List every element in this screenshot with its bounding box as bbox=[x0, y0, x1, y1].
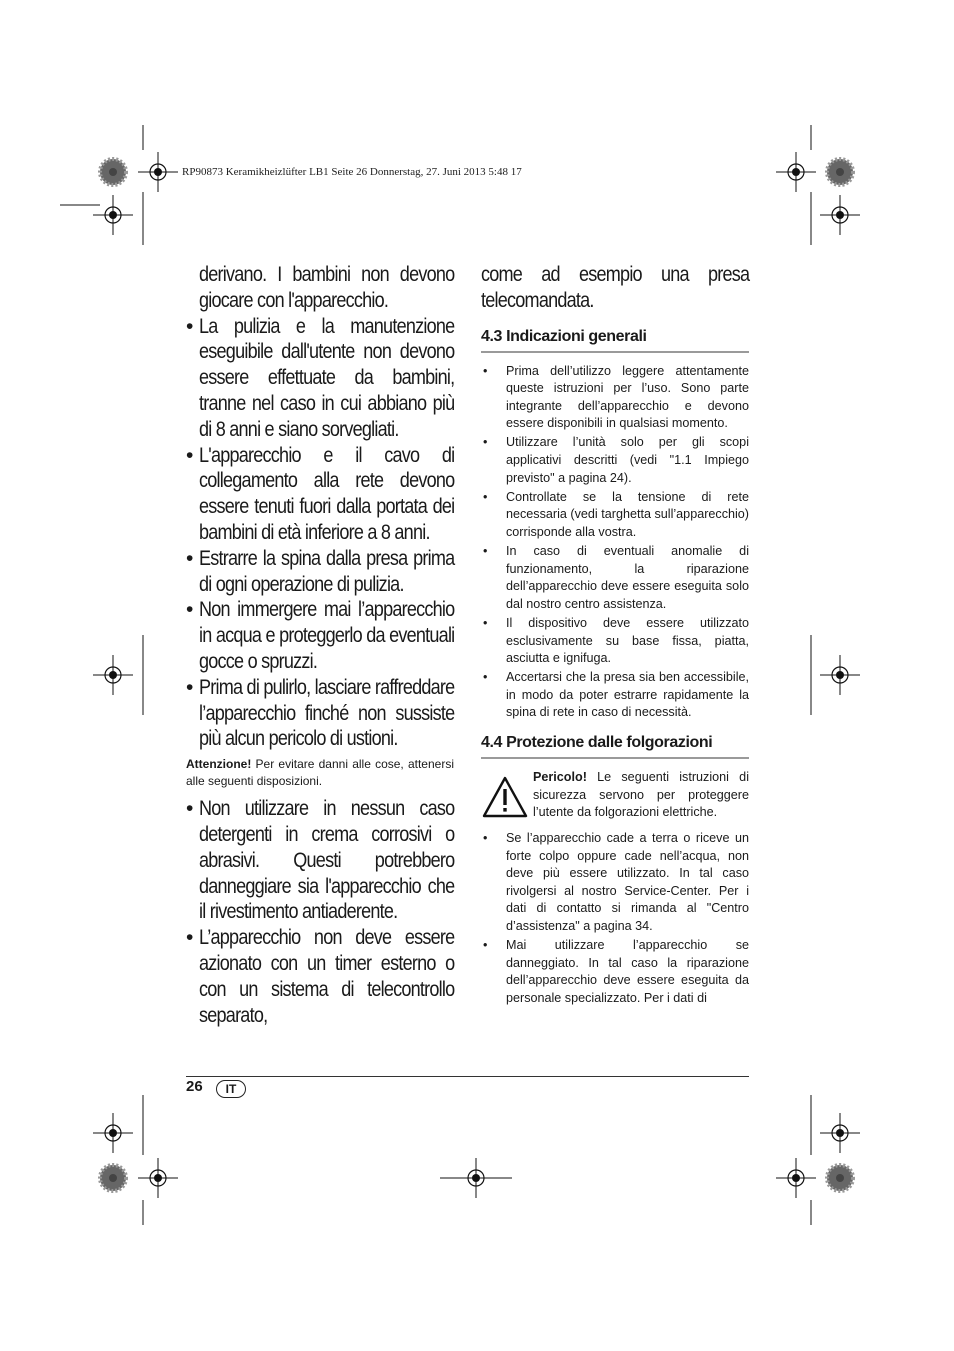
list-item: • Il dispositivo deve essere utilizzato esclusivamente su base fissa, piatta, asciutta e ignifuga. bbox=[483, 615, 749, 666]
footer-rule bbox=[186, 1076, 749, 1077]
section-4-4-title: 4.4 Protezione dalle folgorazioni bbox=[481, 734, 749, 759]
section-4-4-list bbox=[481, 830, 749, 1007]
list-item: • Non immergere mai l’apparecchio in acqua e proteggerlo da eventuali gocce o spruzzi. bbox=[186, 598, 455, 673]
section-4-3-title: 4.3 Indicazioni generali bbox=[481, 328, 749, 353]
left-column bbox=[186, 262, 454, 1028]
danger-text-block bbox=[533, 769, 749, 824]
registration-mark-icon bbox=[820, 195, 860, 235]
registration-mark-icon bbox=[820, 1113, 860, 1153]
registration-mark-icon bbox=[776, 1158, 816, 1198]
registration-mark-icon bbox=[820, 655, 860, 695]
language-badge: IT bbox=[216, 1080, 246, 1098]
color-wheel-icon bbox=[100, 1165, 126, 1191]
list-item: • Non utilizzare in nessun caso detergenti in crema corrosivi o abrasivi. Questi potrebbero danneggiare sia l'apparecchio che il rivestimento antiaderente. bbox=[186, 797, 455, 924]
danger-text: Le seguenti istruzioni di sicurezza servono per proteggere l’utente da folgorazioni elettriche. bbox=[533, 769, 749, 820]
attention-note bbox=[186, 756, 454, 790]
list-item: • L’apparecchio non deve essere azionato con un timer esterno o con un sistema di telecontrollo separato, bbox=[186, 926, 455, 1027]
warning-triangle-icon bbox=[481, 769, 533, 824]
registration-mark-icon bbox=[138, 1158, 178, 1198]
danger-note bbox=[481, 769, 749, 824]
registration-mark-icon bbox=[93, 655, 133, 695]
list-item: • Prima dell’utilizzo leggere attentamente queste istruzioni per l’uso. Sono parte integrante dell’apparecchio e devono essere disponibili in qualsiasi momento. bbox=[483, 363, 749, 431]
list-item: • In caso di eventuali anomalie di funzionamento, la riparazione dell’apparecchio deve essere eseguita solo dal nostro centro assistenza. bbox=[483, 544, 749, 611]
intro-continuation: derivano. I bambini non devono giocare con l'apparecchio. bbox=[199, 263, 455, 312]
attention-label: Attenzione! bbox=[186, 757, 252, 772]
list-item: • Accertarsi che la presa sia ben accessibile, in modo da poter estrarre rapidamente la spina di rete in caso di necessità. bbox=[483, 670, 749, 720]
color-wheel-icon bbox=[827, 159, 853, 185]
list-item: • Prima di pulirlo, lasciare raffreddare l’apparecchio finché non sussiste più alcun pericolo di ustioni. bbox=[186, 675, 455, 751]
page-number: 26 bbox=[186, 1078, 203, 1095]
list-item: • Utilizzare l’unità solo per gli scopi applicativi descritti (vedi "1.1 Impiego previsto" a pagina 24). bbox=[483, 435, 749, 485]
list-item: • Controllate se la tensione di rete necessaria (vedi targhetta sull’apparecchio) corrisponde alla vostra. bbox=[483, 489, 749, 539]
registration-mark-icon bbox=[93, 195, 133, 235]
right-continuation: come ad esempio una presa telecomandata. bbox=[481, 263, 750, 312]
registration-mark-icon bbox=[93, 1113, 133, 1153]
registration-mark-icon bbox=[138, 152, 178, 192]
danger-label: Pericolo! bbox=[533, 769, 587, 784]
list-item: • Estrarre la spina dalla presa prima di ogni operazione di pulizia. bbox=[186, 546, 455, 596]
list-item: • Se l’apparecchio cade a terra o riceve un forte colpo oppure cade nell’acqua, non deve più essere utilizzato. In tal caso rivolgersi al nostro Service-Center. Per i dati di contatto si rimanda al "Centro d’assistenza" a pagina 34. bbox=[483, 830, 749, 933]
bullet-list-1 bbox=[186, 314, 454, 753]
bullet-list-2 bbox=[186, 796, 454, 1028]
attention-text: Per evitare danni alle cose, attenersi alle seguenti disposizioni. bbox=[186, 757, 454, 789]
list-item: • L'apparecchio e il cavo di collegamento alla rete devono essere tenuti fuori dalla portata dei bambini di età inferiore a 8 anni. bbox=[186, 443, 455, 544]
print-header: RP90873 Keramikheizlüfter LB1 Seite 26 Donnerstag, 27. Juni 2013 5:48 17 bbox=[182, 166, 522, 178]
color-wheel-icon bbox=[100, 159, 126, 185]
right-column bbox=[481, 262, 749, 1009]
color-wheel-icon bbox=[827, 1165, 853, 1191]
list-item: • La pulizia e la manutenzione eseguibile dall'utente non devono essere effettuate da bambini, tranne nel caso in cui abbiano più di 8 anni e siano sorvegliati. bbox=[186, 314, 455, 441]
list-item: • Mai utilizzare l’apparecchio se danneggiato. In tal caso la riparazione dell’apparecchio deve essere eseguita da personale specializzato. Per i dati di bbox=[483, 938, 749, 1005]
section-4-3-list bbox=[481, 363, 749, 722]
registration-mark-icon bbox=[776, 152, 816, 192]
